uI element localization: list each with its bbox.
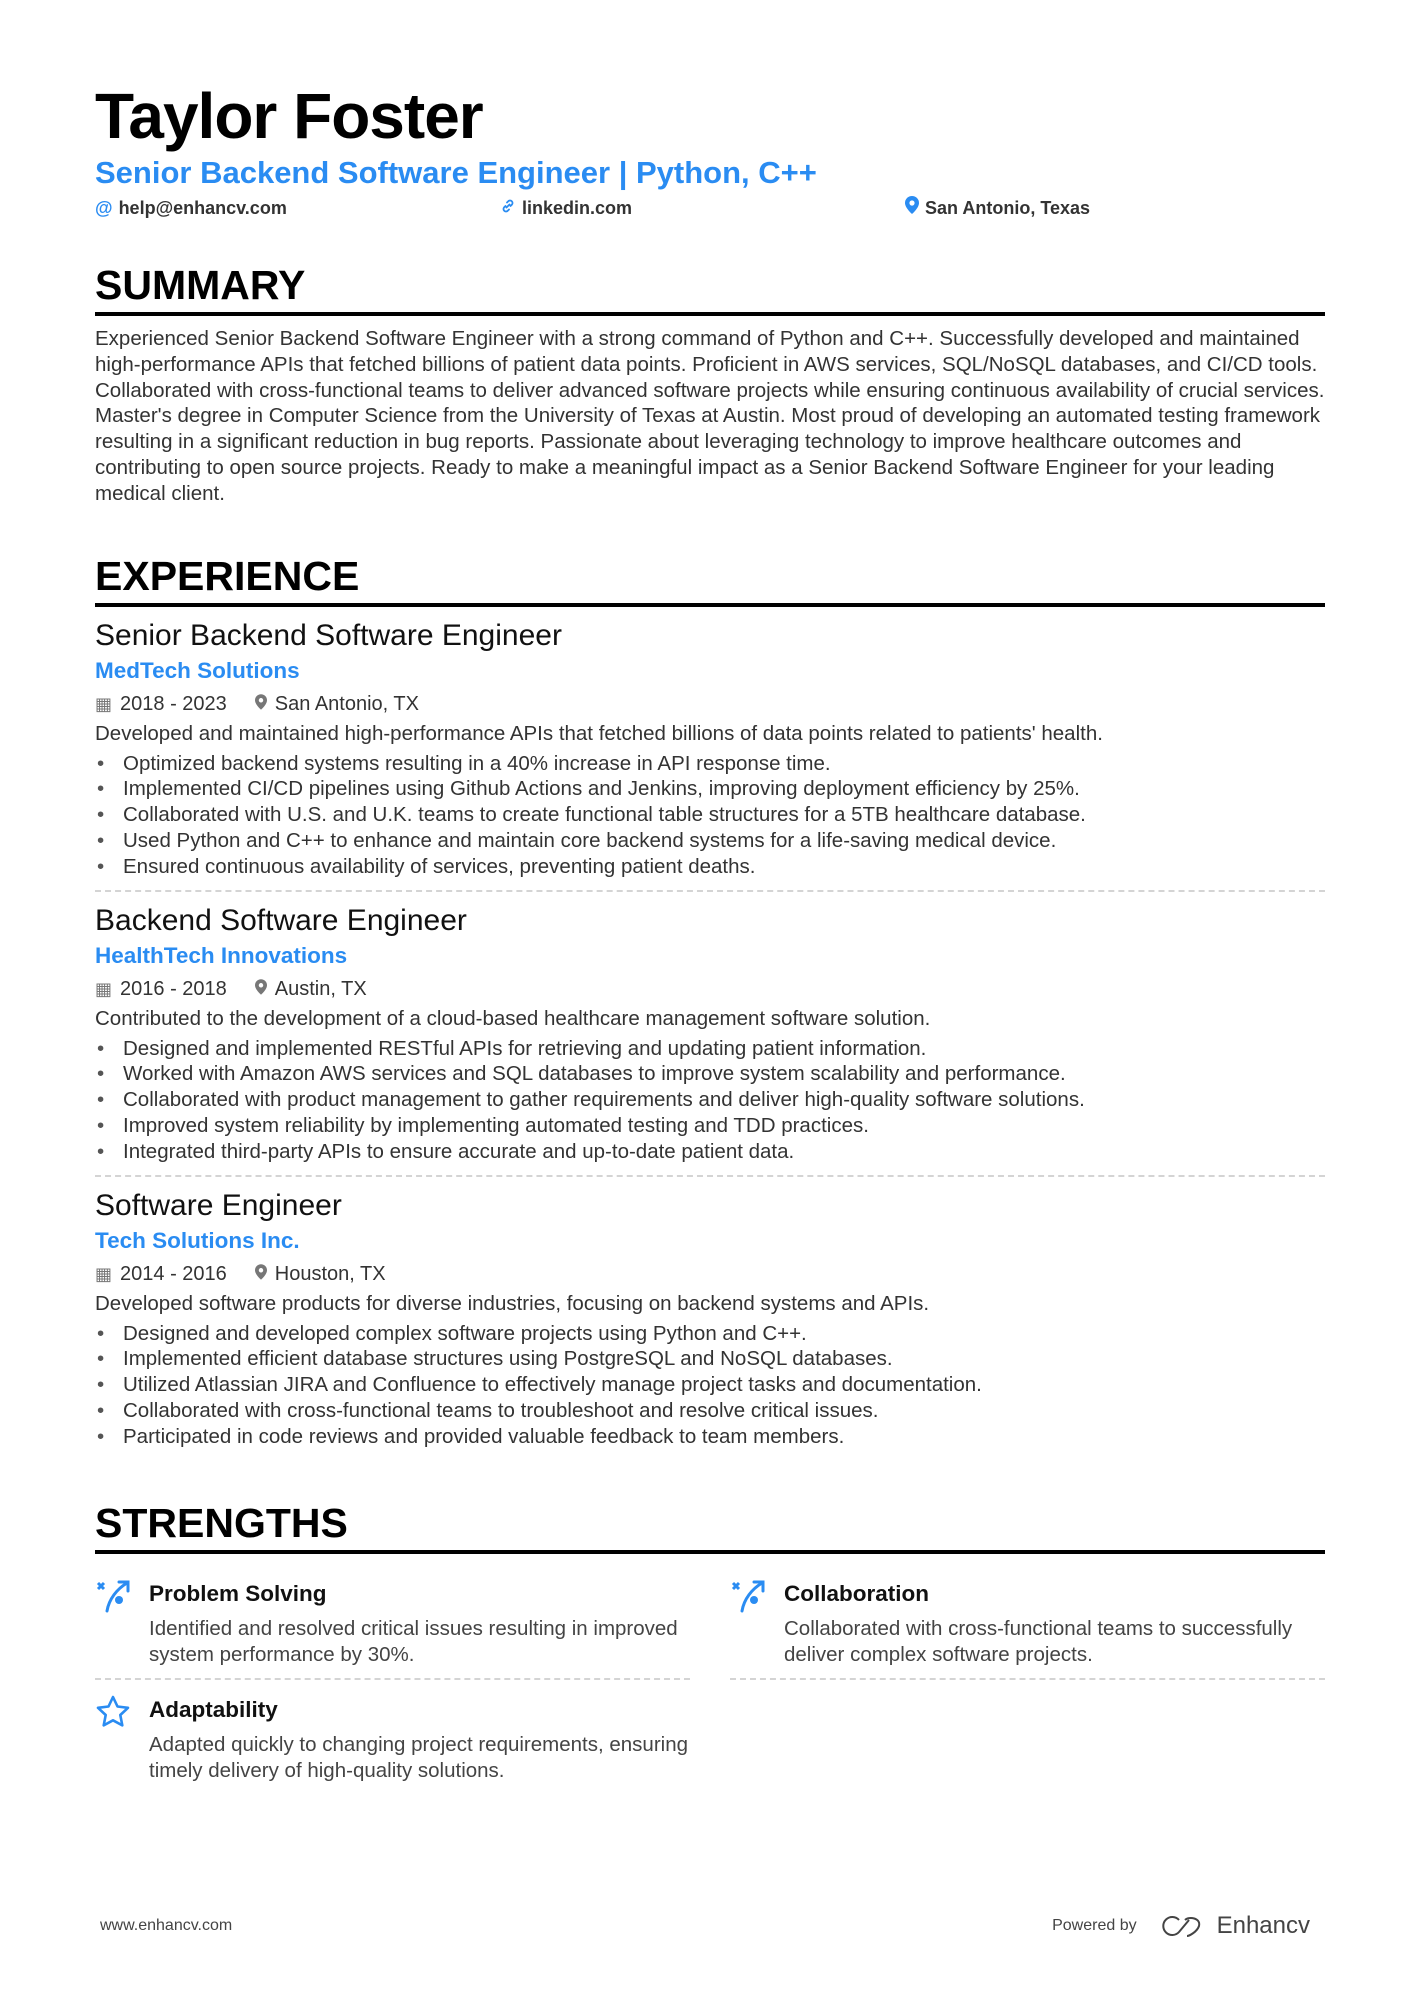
strength-item [730, 1564, 1325, 1680]
strength-text: Collaborated with cross-functional teams to successfully deliver complex software projects. [784, 1616, 1293, 1666]
link-icon [500, 196, 516, 220]
candidate-name: Taylor Foster [95, 80, 483, 152]
strategy-icon [730, 1578, 766, 1668]
linkedin-text: linkedin.com [522, 198, 633, 218]
contact-linkedin[interactable] [500, 196, 905, 220]
calendar-icon: ▦ [95, 1263, 113, 1284]
contact-location [905, 196, 1090, 220]
summary-heading: SUMMARY [95, 260, 1325, 316]
contact-info [95, 196, 1325, 220]
job-dates: 2014 - 2016 [120, 1262, 227, 1285]
powered-by [1052, 1912, 1310, 1940]
strength-item [95, 1564, 690, 1680]
location-pin-icon [255, 1259, 267, 1289]
strength-title: Adaptability [149, 1696, 278, 1722]
calendar-icon: ▦ [95, 978, 113, 999]
footer [100, 1912, 1310, 1940]
job-location: Houston, TX [274, 1262, 386, 1285]
star-icon [95, 1694, 131, 1784]
job-dates: 2016 - 2018 [120, 977, 227, 1000]
job-bullet: • Ensured continuous availability of services, preventing patient deaths. [95, 854, 1325, 880]
contact-email[interactable] [95, 196, 500, 220]
experience-list [95, 607, 1325, 1460]
job-dates: 2018 - 2023 [120, 692, 227, 715]
job-location: San Antonio, TX [274, 692, 419, 715]
job-description: Developed software products for diverse industries, focusing on backend systems and APIs. [95, 1291, 930, 1315]
job-bullets [95, 1321, 1325, 1450]
strength-title: Problem Solving [149, 1580, 327, 1606]
company-name: Tech Solutions Inc. [95, 1227, 300, 1253]
job-meta [95, 1259, 1325, 1289]
resume [95, 78, 1325, 1794]
job-location: Austin, TX [274, 977, 367, 1000]
strength-text: Identified and resolved critical issues resulting in improved system performance by 30%. [149, 1616, 678, 1666]
location-text: San Antonio, Texas [925, 198, 1091, 218]
job-title: Senior Backend Software Engineer [95, 618, 562, 652]
job-entry [95, 607, 1325, 892]
website-link[interactable]: www.enhancv.com [100, 1917, 233, 1934]
job-bullet: • Used Python and C++ to enhance and maintain core backend systems for a life-saving medical device. [95, 828, 1325, 854]
powered-by-label: Powered by [1052, 1917, 1137, 1934]
strategy-icon [95, 1578, 131, 1668]
company-name: HealthTech Innovations [95, 942, 348, 968]
job-bullets [95, 1036, 1325, 1165]
job-bullets [95, 751, 1325, 880]
job-description: Contributed to the development of a cloud-based healthcare management software solution. [95, 1006, 931, 1030]
at-icon: @ [95, 198, 113, 218]
candidate-title: Senior Backend Software Engineer | Python, C++ [95, 155, 817, 190]
summary-text: Experienced Senior Backend Software Engineer with a strong command of Python and C++. Successfully developed and maintained high-performance APIs that fetched billions of patient data points. Proficient in AWS services, SQL/NoSQL databases, and CI/CD tools. Collaborated with cross-functional teams to deliver advanced software projects while ensuring continuous availability of crucial services. Master's degree in Computer Science from the University of Texas at Austin. Most proud of developing an automated testing framework resulting in a significant reduction in bug reports. Passionate about leveraging technology to improve healthcare outcomes and contributing to open source projects. Ready to make a meaningful impact as a Senior Backend Software Engineer for your leading medical client. [95, 327, 1325, 505]
job-description: Developed and maintained high-performance APIs that fetched billions of data points related to patients' health. [95, 721, 1103, 745]
job-entry [95, 1177, 1325, 1460]
enhancv-logo[interactable] [1159, 1912, 1310, 1940]
strength-title: Collaboration [784, 1580, 929, 1606]
job-meta [95, 689, 1325, 719]
enhancv-logo-icon [1159, 1914, 1205, 1938]
location-pin-icon [255, 689, 267, 719]
strengths-heading: STRENGTHS [95, 1498, 1325, 1554]
job-bullet: • Collaborated with cross-functional teams to troubleshoot and resolve critical issues. [95, 1398, 1325, 1424]
job-bullet: • Improved system reliability by implementing automated testing and TDD practices. [95, 1113, 1325, 1139]
job-meta [95, 974, 1325, 1004]
location-pin-icon [905, 196, 919, 220]
job-bullet: • Participated in code reviews and provided valuable feedback to team members. [95, 1424, 1325, 1450]
job-bullet: • Utilized Atlassian JIRA and Confluence to effectively manage project tasks and documentation. [95, 1372, 1325, 1398]
job-entry [95, 892, 1325, 1177]
job-bullet: • Worked with Amazon AWS services and SQL databases to improve system scalability and performance. [95, 1061, 1325, 1087]
brand-name: Enhancv [1216, 1912, 1310, 1939]
email-text: help@enhancv.com [118, 198, 287, 218]
job-title: Backend Software Engineer [95, 903, 467, 937]
job-bullet: • Integrated third-party APIs to ensure accurate and up-to-date patient data. [95, 1139, 1325, 1165]
location-pin-icon [255, 974, 267, 1004]
strength-text: Adapted quickly to changing project requirements, ensuring timely delivery of high-quality solutions. [149, 1732, 689, 1782]
experience-heading: EXPERIENCE [95, 551, 1325, 607]
job-bullet: • Implemented CI/CD pipelines using Github Actions and Jenkins, improving deployment efficiency by 25%. [95, 776, 1325, 802]
strength-item [95, 1680, 690, 1794]
job-bullet: • Collaborated with product management to gather requirements and deliver high-quality software solutions. [95, 1087, 1325, 1113]
job-bullet: • Collaborated with U.S. and U.K. teams to create functional table structures for a 5TB healthcare database. [95, 802, 1325, 828]
strengths-grid [95, 1564, 1325, 1794]
job-bullet: • Designed and developed complex software projects using Python and C++. [95, 1321, 1325, 1347]
job-bullet: • Designed and implemented RESTful APIs for retrieving and updating patient information. [95, 1036, 1325, 1062]
calendar-icon: ▦ [95, 693, 113, 714]
job-title: Software Engineer [95, 1188, 342, 1222]
company-name: MedTech Solutions [95, 657, 300, 683]
job-bullet: • Optimized backend systems resulting in a 40% increase in API response time. [95, 751, 1325, 777]
job-bullet: • Implemented efficient database structures using PostgreSQL and NoSQL databases. [95, 1346, 1325, 1372]
